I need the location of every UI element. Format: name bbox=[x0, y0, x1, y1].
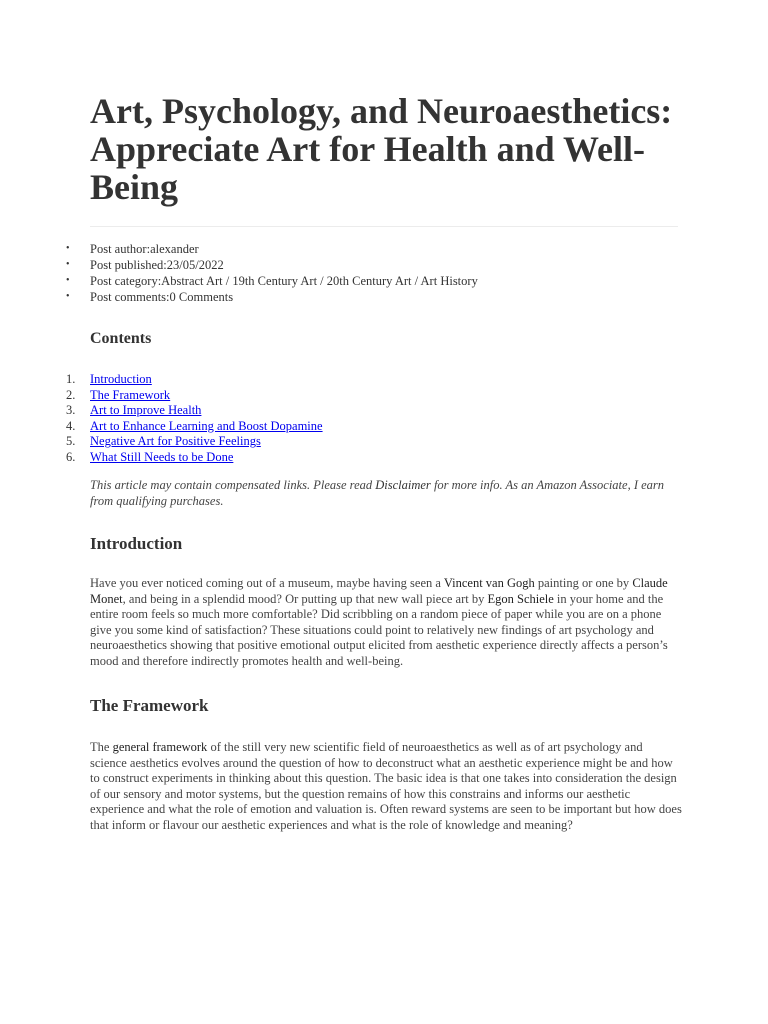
claude-monet-link[interactable]: Claude Monet bbox=[90, 576, 668, 606]
toc-number: 6. bbox=[66, 449, 76, 464]
toc-link-framework[interactable]: The Framework bbox=[90, 387, 171, 402]
affiliate-disclaimer: This article may contain compensated links. Please read Disclaimer for more info. As an Amazon Associate, I earn from qualifying purchases. bbox=[90, 478, 665, 508]
toc-number: 5. bbox=[66, 434, 76, 448]
toc-number: 1. bbox=[66, 372, 76, 386]
toc-link-negative-art[interactable]: Negative Art for Positive Feelings bbox=[90, 434, 261, 448]
post-comments-value: 0 Comments bbox=[169, 290, 234, 304]
toc-number: 4. bbox=[66, 418, 76, 433]
post-category-value: Abstract Art / 19th Century Art / 20th Century Art / Art History bbox=[161, 274, 478, 288]
title-divider bbox=[90, 226, 678, 227]
van-gogh-link[interactable]: Vincent van Gogh bbox=[443, 576, 535, 590]
egon-schiele-link[interactable]: Egon Schiele bbox=[487, 591, 554, 606]
post-category-label: Post category: bbox=[90, 274, 162, 288]
bullet: • bbox=[66, 291, 70, 302]
toc-link-introduction[interactable]: Introduction bbox=[90, 372, 152, 386]
framework-paragraph: The general framework of the still very new scientific field of neuroaesthetics as well as of art psychology and science aesthetics evolves around the question of how to deconstruct what an aesthetic experience might be and how to construct experiments in thinking about this question. The basic idea is that one takes into consideration the design of our sensory and motor systems, but the question remains of how this constrains and informs our aesthetic experience and what the role of emotion and valuation is. Often reward systems are seen to be important but how does that inform or flavour our aesthetic experiences and what is the role of knowledge and meaning? bbox=[90, 740, 682, 832]
introduction-heading: Introduction bbox=[90, 534, 183, 553]
post-published-label: Post published: bbox=[90, 258, 167, 272]
disclaimer-link[interactable]: Disclaimer bbox=[375, 478, 431, 492]
toc-link-learning-dopamine[interactable]: Art to Enhance Learning and Boost Dopamine bbox=[90, 418, 323, 433]
introduction-paragraph: Have you ever noticed coming out of a museum, maybe having seen a Vincent van Gogh painting or one by Claude Monet, and being in a splendid mood? Or putting up that new wall piece art by Egon Schiele in your home and the entire room feels so much more comfortable? Did scribbling on a random piece of paper while you are on a phone give you some kind of satisfaction? These situations could point to relatively new findings of art psychology and neuroaesthetics showing that positive emotional output elicited from aesthetic experience directly affects a person’s mood and therefore indirectly promotes health and well-being. bbox=[90, 576, 668, 668]
toc-link-still-to-be-done[interactable]: What Still Needs to be Done bbox=[90, 449, 234, 464]
post-author-label: Post author: bbox=[90, 242, 151, 256]
contents-heading: Contents bbox=[90, 330, 152, 347]
article-title: Art, Psychology, and Neuroaesthetics: Appreciate Art for Health and Well-Being bbox=[90, 91, 673, 207]
bullet: • bbox=[66, 243, 70, 254]
toc-number: 2. bbox=[66, 387, 76, 402]
toc-link-improve-health[interactable]: Art to Improve Health bbox=[90, 403, 202, 417]
bullet: • bbox=[66, 275, 70, 286]
post-author-value: alexander bbox=[150, 242, 199, 256]
framework-heading: The Framework bbox=[90, 696, 209, 715]
post-published-value: 23/05/2022 bbox=[166, 258, 224, 272]
post-comments-label: Post comments: bbox=[90, 290, 170, 304]
toc-number: 3. bbox=[66, 403, 76, 417]
bullet: • bbox=[66, 259, 70, 270]
general-framework-link[interactable]: general framework bbox=[112, 740, 208, 754]
